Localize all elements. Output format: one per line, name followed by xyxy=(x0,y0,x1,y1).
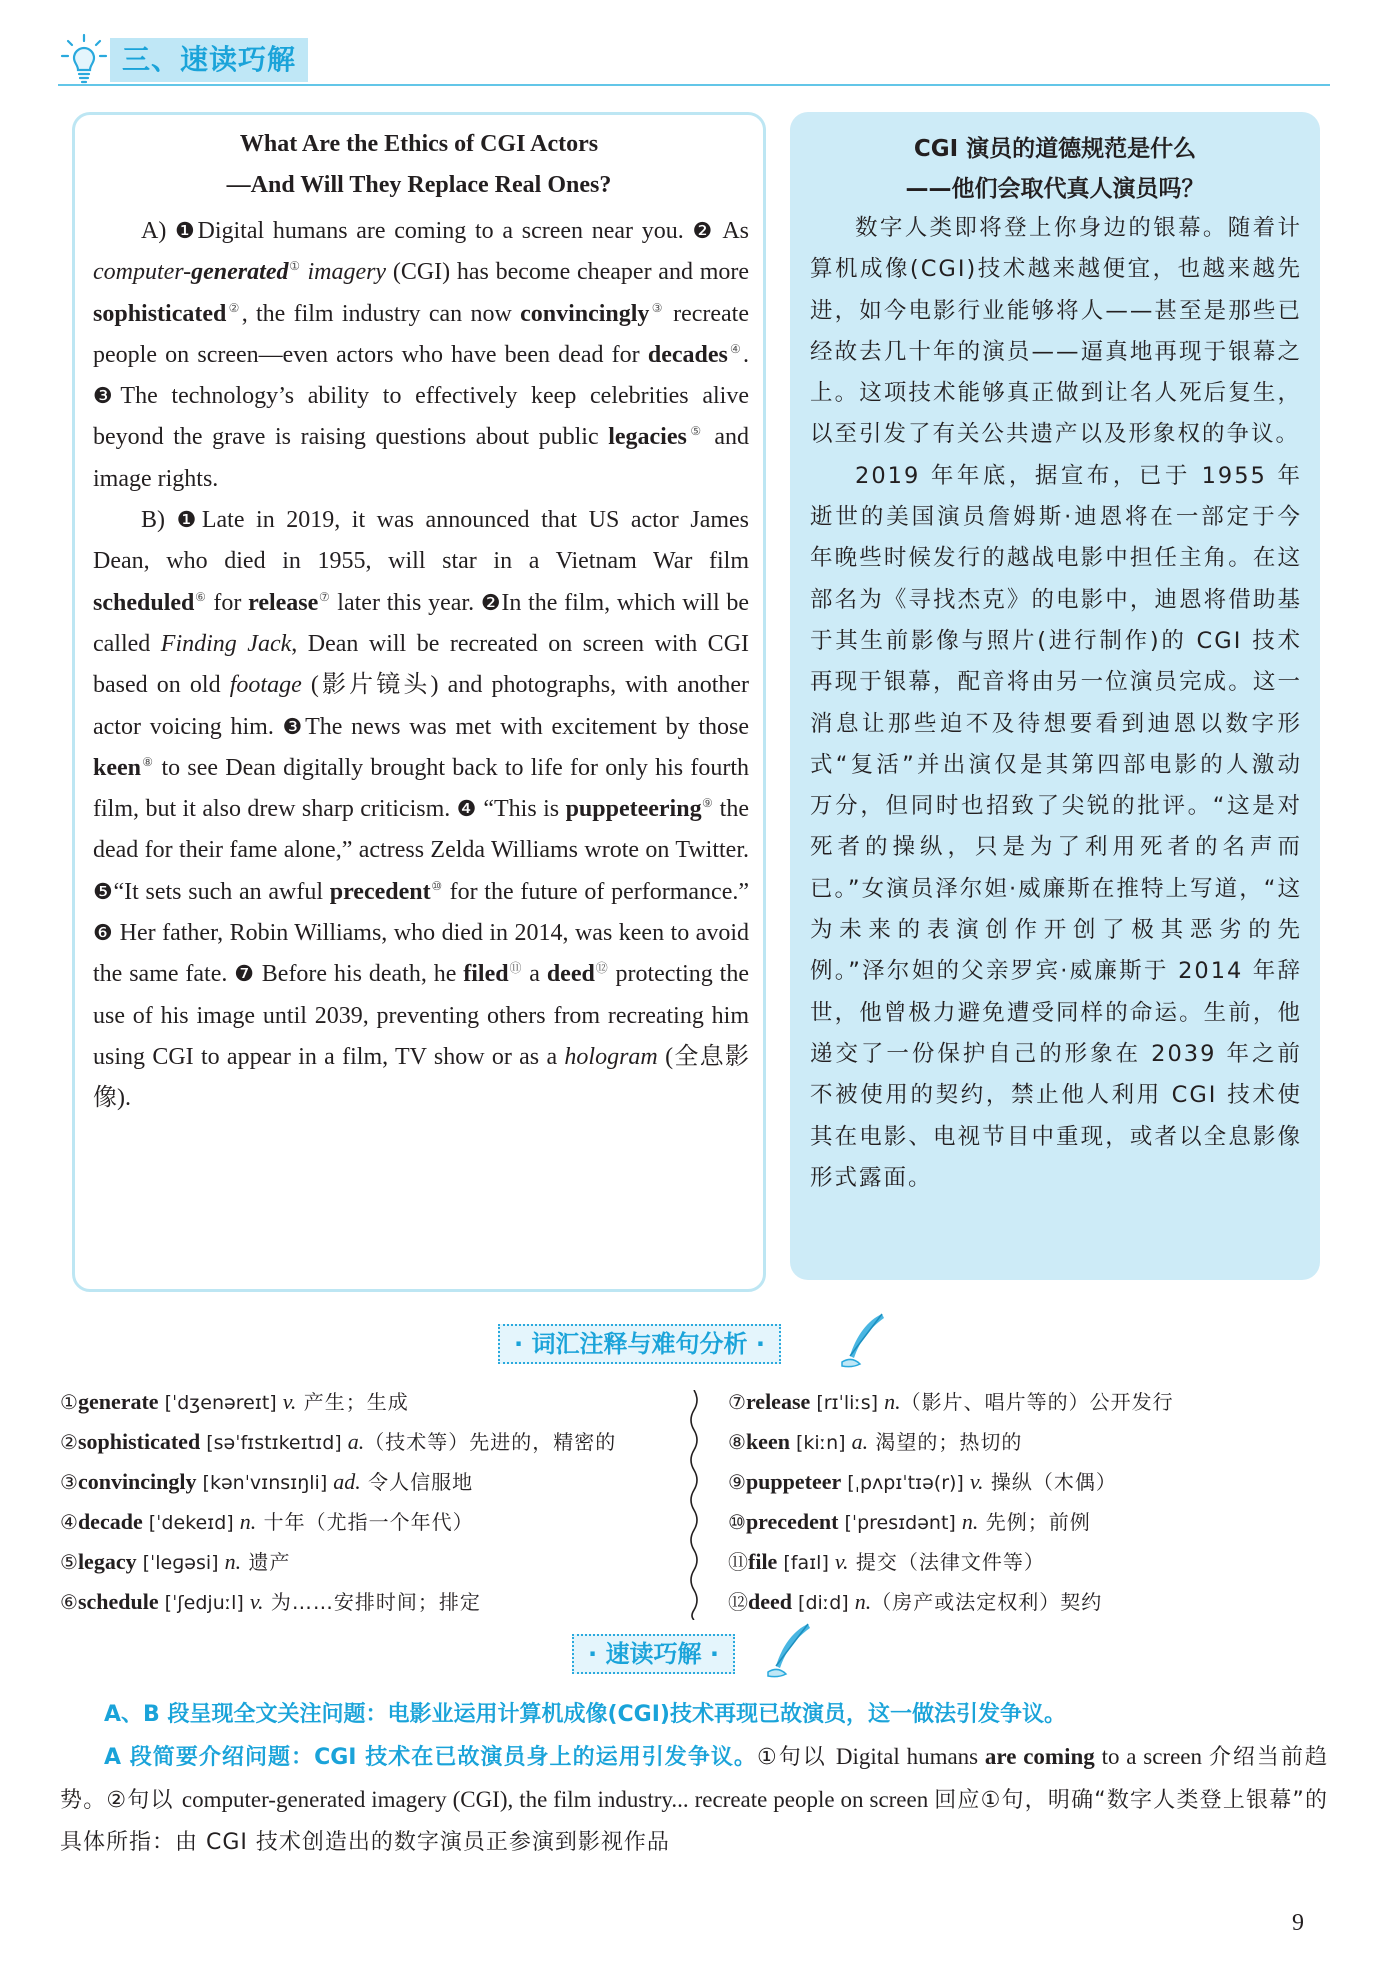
section-title: 三、速读巧解 xyxy=(110,38,308,82)
text-run: (CGI) has become cheaper and more xyxy=(386,259,749,286)
vocab-word: convincingly xyxy=(520,300,650,327)
text-run: “This is xyxy=(476,796,566,823)
vocab-word: release xyxy=(248,589,319,616)
text-run: The news was met with excitement by those xyxy=(305,713,750,740)
quill-icon xyxy=(838,1310,888,1370)
vocab-phon: [səˈfɪstɪkeɪtɪd] xyxy=(200,1432,348,1454)
vocab-word: scheduled xyxy=(93,589,195,616)
vocab-num: ⑩ xyxy=(728,1510,746,1534)
text-run: to see Dean digitally brought back to life for only his fourth film, but it also drew sharp criticism. xyxy=(93,754,749,823)
vocab-num: ⑥ xyxy=(60,1590,78,1614)
vocab-num: ③ xyxy=(60,1470,78,1494)
analysis-summary-text: A、B 段呈现全文关注问题：电影业运用计算机成像(CGI)技术再现已故演员，这一做法引发争议。 xyxy=(104,1702,1066,1727)
analysis-paragraph-a xyxy=(60,1736,1328,1864)
vocab-mean: 产生；生成 xyxy=(296,1390,409,1414)
vocab-phon: [ˈdʒenəreɪt] xyxy=(158,1392,283,1414)
sentence-number: ❸ xyxy=(93,384,121,410)
footnote-marker: ⑦ xyxy=(318,589,331,604)
text-run: A) xyxy=(141,218,176,244)
vocab-section-label: · 词汇注释与难句分析 · xyxy=(498,1324,781,1364)
vocab-entry xyxy=(60,1382,700,1422)
vocab-entry xyxy=(728,1462,1328,1502)
vocab-pos: a. xyxy=(347,1429,365,1454)
vocab-word: file xyxy=(748,1549,778,1574)
vocab-mean: （影片、唱片等的）公开发行 xyxy=(900,1390,1174,1414)
vocab-mean: 遗产 xyxy=(241,1550,291,1574)
header-divider xyxy=(58,84,1330,86)
text-run: In the film, which will be called xyxy=(93,589,750,657)
text-run: Her father, Robin Williams, who died in 2014, was keen to avoid the same fate. xyxy=(93,920,749,988)
vocab-num: ⑧ xyxy=(728,1430,746,1454)
analysis-lead: A 段简要介绍问题：CGI 技术在已故演员身上的运用引发争议。 xyxy=(104,1745,757,1770)
text-run: for the future of performance.” xyxy=(442,878,750,905)
vocab-mean: 令人信服地 xyxy=(360,1470,474,1494)
vocab-mean: 操纵（木偶） xyxy=(983,1470,1117,1494)
vocabulary-list-left xyxy=(60,1382,700,1622)
analysis-text: ①句以 xyxy=(756,1745,836,1770)
vocab-entry xyxy=(60,1582,700,1622)
vocab-pos: n. xyxy=(884,1389,901,1414)
vocab-mean: 先例；前例 xyxy=(978,1510,1091,1534)
text-run: protecting the use of his image until 2039, preventing others from recreating him using CGI to appear in a film, TV show or as a xyxy=(93,961,749,1070)
vocab-mean: 十年（尤指一个年代） xyxy=(256,1510,474,1534)
footnote-marker: ③ xyxy=(649,300,665,315)
vocab-word: keen xyxy=(745,1429,790,1454)
vocab-word: deed xyxy=(748,1589,792,1614)
vocab-pos: v. xyxy=(969,1469,984,1494)
vocab-entry xyxy=(728,1582,1328,1622)
vocab-pos: ad. xyxy=(333,1469,361,1494)
analysis-text: 介绍当前趋势。②句以 xyxy=(60,1745,1328,1813)
vocab-num: ⑨ xyxy=(728,1470,746,1494)
vocab-phon: [kiːn] xyxy=(789,1432,852,1454)
text-run: and image rights. xyxy=(93,424,749,492)
vocab-num: ① xyxy=(60,1390,78,1414)
italic-term: computer- xyxy=(93,259,192,286)
quill-icon xyxy=(764,1620,814,1680)
lightbulb-icon xyxy=(58,32,110,86)
vocab-phon: [ˈdekeɪd] xyxy=(142,1512,240,1534)
footnote-marker: ② xyxy=(226,300,242,315)
article-subtitle: —And Will They Replace Real Ones? xyxy=(226,172,612,198)
chinese-translation-body xyxy=(810,208,1302,1199)
analysis-quote: computer-generated imagery (CGI), the film industry... recreate people on screen xyxy=(181,1787,935,1812)
sentence-number: ❹ xyxy=(456,797,477,823)
vocab-word: legacies xyxy=(608,424,687,451)
vocab-word: sophisticated xyxy=(93,300,227,327)
text-run: The technology’s ability to effectively keep celebrities alive beyond the grave is raising questions about public xyxy=(93,383,749,451)
vocab-num: ⑫ xyxy=(728,1590,748,1614)
vocab-phon: [faɪl] xyxy=(777,1552,835,1574)
vocab-word: convincingly xyxy=(77,1469,197,1494)
chinese-translation-box xyxy=(790,112,1320,1280)
vocab-word: release xyxy=(745,1389,811,1414)
text-run: Late in 2019, it was announced that US actor James Dean, who died in 1955, will star in a Vietnam War film xyxy=(93,507,750,575)
vocab-num: ⑪ xyxy=(728,1550,748,1574)
translation-paragraph-a: 数字人类即将登上你身边的银幕。随着计算机成像(CGI)技术越来越便宜，也越来越先进，如今电影行业能够将人——甚至是那些已经故去几十年的演员——逼真地再现于银幕之上。这项技术能够真正做到让名人死后复生，以至引发了有关公共遗产以及形象权的争议。 xyxy=(810,215,1302,448)
italic-term: footage xyxy=(229,672,302,699)
italic-term: hologram xyxy=(564,1043,658,1070)
vocab-pos: n. xyxy=(239,1509,257,1534)
analysis-section xyxy=(60,1694,1328,1864)
vocab-word: precedent xyxy=(745,1509,839,1534)
italic-term: Finding Jack xyxy=(160,630,292,657)
vocab-phon: [kənˈvɪnsɪŋli] xyxy=(196,1472,334,1494)
vocab-phon: [ˈʃedjuːl] xyxy=(158,1592,250,1614)
vocab-word: decades xyxy=(647,341,728,368)
text-run: a xyxy=(522,961,547,988)
analysis-summary xyxy=(60,1694,1328,1736)
translation-paragraph-b: 2019 年年底，据宣布，已于 1955 年逝世的美国演员詹姆斯·迪恩将在一部定于今年晚些时候发行的越战电影中担任主角。在这部名为《寻找杰克》的电影中，迪恩将借助基于其生前影像与照片(进行制作)的 CGI 技术再现于银幕，配音将由另一位演员完成。这一消息让那些迫不及待想要看到迪恩以数字形式“复活”并出演仅是其第四部电影的人激动万分，但同时也招致了尖锐的批评。“这是对死者的操纵，只是为了利用死者的名声而已。”女演员泽尔妲·威廉斯在推特上写道，“这为未来的表演创作开创了极其恶劣的先例。”泽尔妲的父亲罗宾·威廉斯于 2014 年辞世，他曾极力避免遭受同样的命运。生前，他递交了一份保护自己的形象在 2039 年之前不被使用的契约，禁止他人利用 CGI 技术使其在电影、电视节目中重现，或者以全息影像形式露面。 xyxy=(810,462,1302,1191)
paragraph-a xyxy=(93,211,749,500)
vocab-word: sophisticated xyxy=(77,1429,201,1454)
analysis-quote: Digital humans xyxy=(835,1744,985,1769)
footnote-marker: ① xyxy=(288,259,301,274)
vocabulary-list-right xyxy=(728,1382,1328,1622)
text-run: , the film industry can now xyxy=(241,300,521,327)
sentence-number: ❻ xyxy=(93,921,114,947)
vocab-word: generated xyxy=(191,259,289,286)
vocab-pos: v. xyxy=(834,1549,849,1574)
text-run: , Dean will be recreated on screen with CGI based on old xyxy=(93,630,750,699)
vocab-entry xyxy=(60,1422,700,1462)
vocab-pos: v. xyxy=(249,1589,264,1614)
vocab-pos: n. xyxy=(224,1549,242,1574)
sentence-number: ❶ xyxy=(175,219,198,244)
text-run: . xyxy=(743,341,749,368)
text-run: later this year. xyxy=(330,589,481,616)
vocab-pos: n. xyxy=(854,1589,872,1614)
vocab-entry xyxy=(728,1542,1328,1582)
vocab-pos: v. xyxy=(282,1389,297,1414)
analysis-text: 回应①句，明确“数字人类登上银幕”的具体所指：由 CGI 技术创造出的数字演员正参演到影视作品 xyxy=(60,1788,1329,1855)
vocab-word: precedent xyxy=(329,878,431,905)
footnote-marker: ⑪ xyxy=(508,961,523,976)
vocab-entry xyxy=(728,1502,1328,1542)
footnote-marker: ⑤ xyxy=(686,424,705,439)
analysis-quote-bold: are coming xyxy=(984,1744,1095,1769)
vocab-pos: n. xyxy=(961,1509,979,1534)
sentence-number: ❷ xyxy=(692,219,715,244)
text-run: recreate people on screen—even actors who have been dead for xyxy=(93,300,749,368)
vocab-word: generate xyxy=(77,1389,159,1414)
vocab-phon: [ˈleɡəsi] xyxy=(136,1552,225,1574)
vocab-mean: 渴望的；热切的 xyxy=(868,1430,1023,1454)
column-divider xyxy=(686,1390,702,1620)
sentence-number: ❸ xyxy=(282,714,306,740)
vocab-num: ④ xyxy=(60,1510,78,1534)
text-run: for xyxy=(206,589,249,616)
text-run: Digital humans are coming to a screen near you. xyxy=(197,218,693,244)
analysis-label-wrap xyxy=(572,1634,832,1682)
text-run: B) xyxy=(141,507,177,534)
translation-subtitle: ——他们会取代真人演员吗？ xyxy=(905,176,1205,202)
text-run: As xyxy=(714,218,749,244)
analysis-quote: to a screen xyxy=(1094,1744,1209,1769)
text-run: Before his death, he xyxy=(254,961,464,988)
vocab-word: deed xyxy=(546,961,595,988)
vocab-num: ⑤ xyxy=(60,1550,78,1574)
vocab-num: ② xyxy=(60,1430,78,1454)
vocab-word: legacy xyxy=(77,1549,137,1574)
italic-term: imagery xyxy=(300,259,387,286)
footnote-marker: ⑩ xyxy=(430,878,443,893)
vocab-entry xyxy=(728,1382,1328,1422)
article-title: What Are the Ethics of CGI Actors xyxy=(239,131,599,157)
vocab-mean: （技术等）先进的，精密的 xyxy=(364,1430,617,1454)
vocab-phon: [rɪˈliːs] xyxy=(810,1392,885,1414)
vocab-word: puppeteering xyxy=(565,796,702,823)
text-run: the dead for their fame alone,” actress Zelda Williams wrote on Twitter. xyxy=(93,796,749,864)
text-run: (影片镜头) and photographs, with another actor voicing him. xyxy=(93,672,750,740)
vocab-word: puppeteer xyxy=(745,1469,842,1494)
text-run: “It sets such an awful xyxy=(113,878,330,905)
footnote-marker: ④ xyxy=(727,341,743,356)
section-header xyxy=(58,28,1330,88)
footnote-marker: ⑫ xyxy=(594,961,609,976)
vocab-entry xyxy=(728,1422,1328,1462)
vocab-word: decade xyxy=(77,1509,143,1534)
vocab-label-wrap xyxy=(498,1324,898,1372)
text-run: (全息影像). xyxy=(93,1043,749,1112)
vocab-entry xyxy=(60,1542,700,1582)
vocab-num: ⑦ xyxy=(728,1390,746,1414)
vocab-word: schedule xyxy=(77,1589,159,1614)
vocab-pos: a. xyxy=(851,1429,869,1454)
vocab-phon: [ˈpresɪdənt] xyxy=(838,1512,962,1534)
sentence-number: ❺ xyxy=(93,879,114,905)
vocab-entry xyxy=(60,1462,700,1502)
footnote-marker: ⑥ xyxy=(194,589,207,604)
english-article-box xyxy=(72,112,766,1292)
analysis-section-label: · 速读巧解 · xyxy=(572,1634,735,1674)
vocab-phon: [diːd] xyxy=(792,1592,855,1614)
sentence-number: ❷ xyxy=(480,590,502,616)
vocab-word: filed xyxy=(463,961,509,988)
paragraph-b xyxy=(93,500,749,1119)
vocab-word: keen xyxy=(93,754,141,781)
vocab-entry xyxy=(60,1502,700,1542)
vocab-phon: [ˌpʌpɪˈtɪə(r)] xyxy=(841,1472,970,1494)
page-number: 9 xyxy=(1292,1910,1304,1936)
english-article-body xyxy=(93,211,749,1120)
sentence-number: ❼ xyxy=(234,962,255,988)
translation-title: CGI 演员的道德规范是什么 xyxy=(913,136,1197,162)
footnote-marker: ⑨ xyxy=(701,796,714,811)
vocab-mean: 为……安排时间；排定 xyxy=(263,1590,481,1614)
footnote-marker: ⑧ xyxy=(141,754,155,769)
vocab-mean: 提交（法律文件等） xyxy=(848,1550,1045,1574)
sentence-number: ❶ xyxy=(176,508,202,534)
vocab-mean: （房产或法定权利）契约 xyxy=(871,1590,1103,1614)
